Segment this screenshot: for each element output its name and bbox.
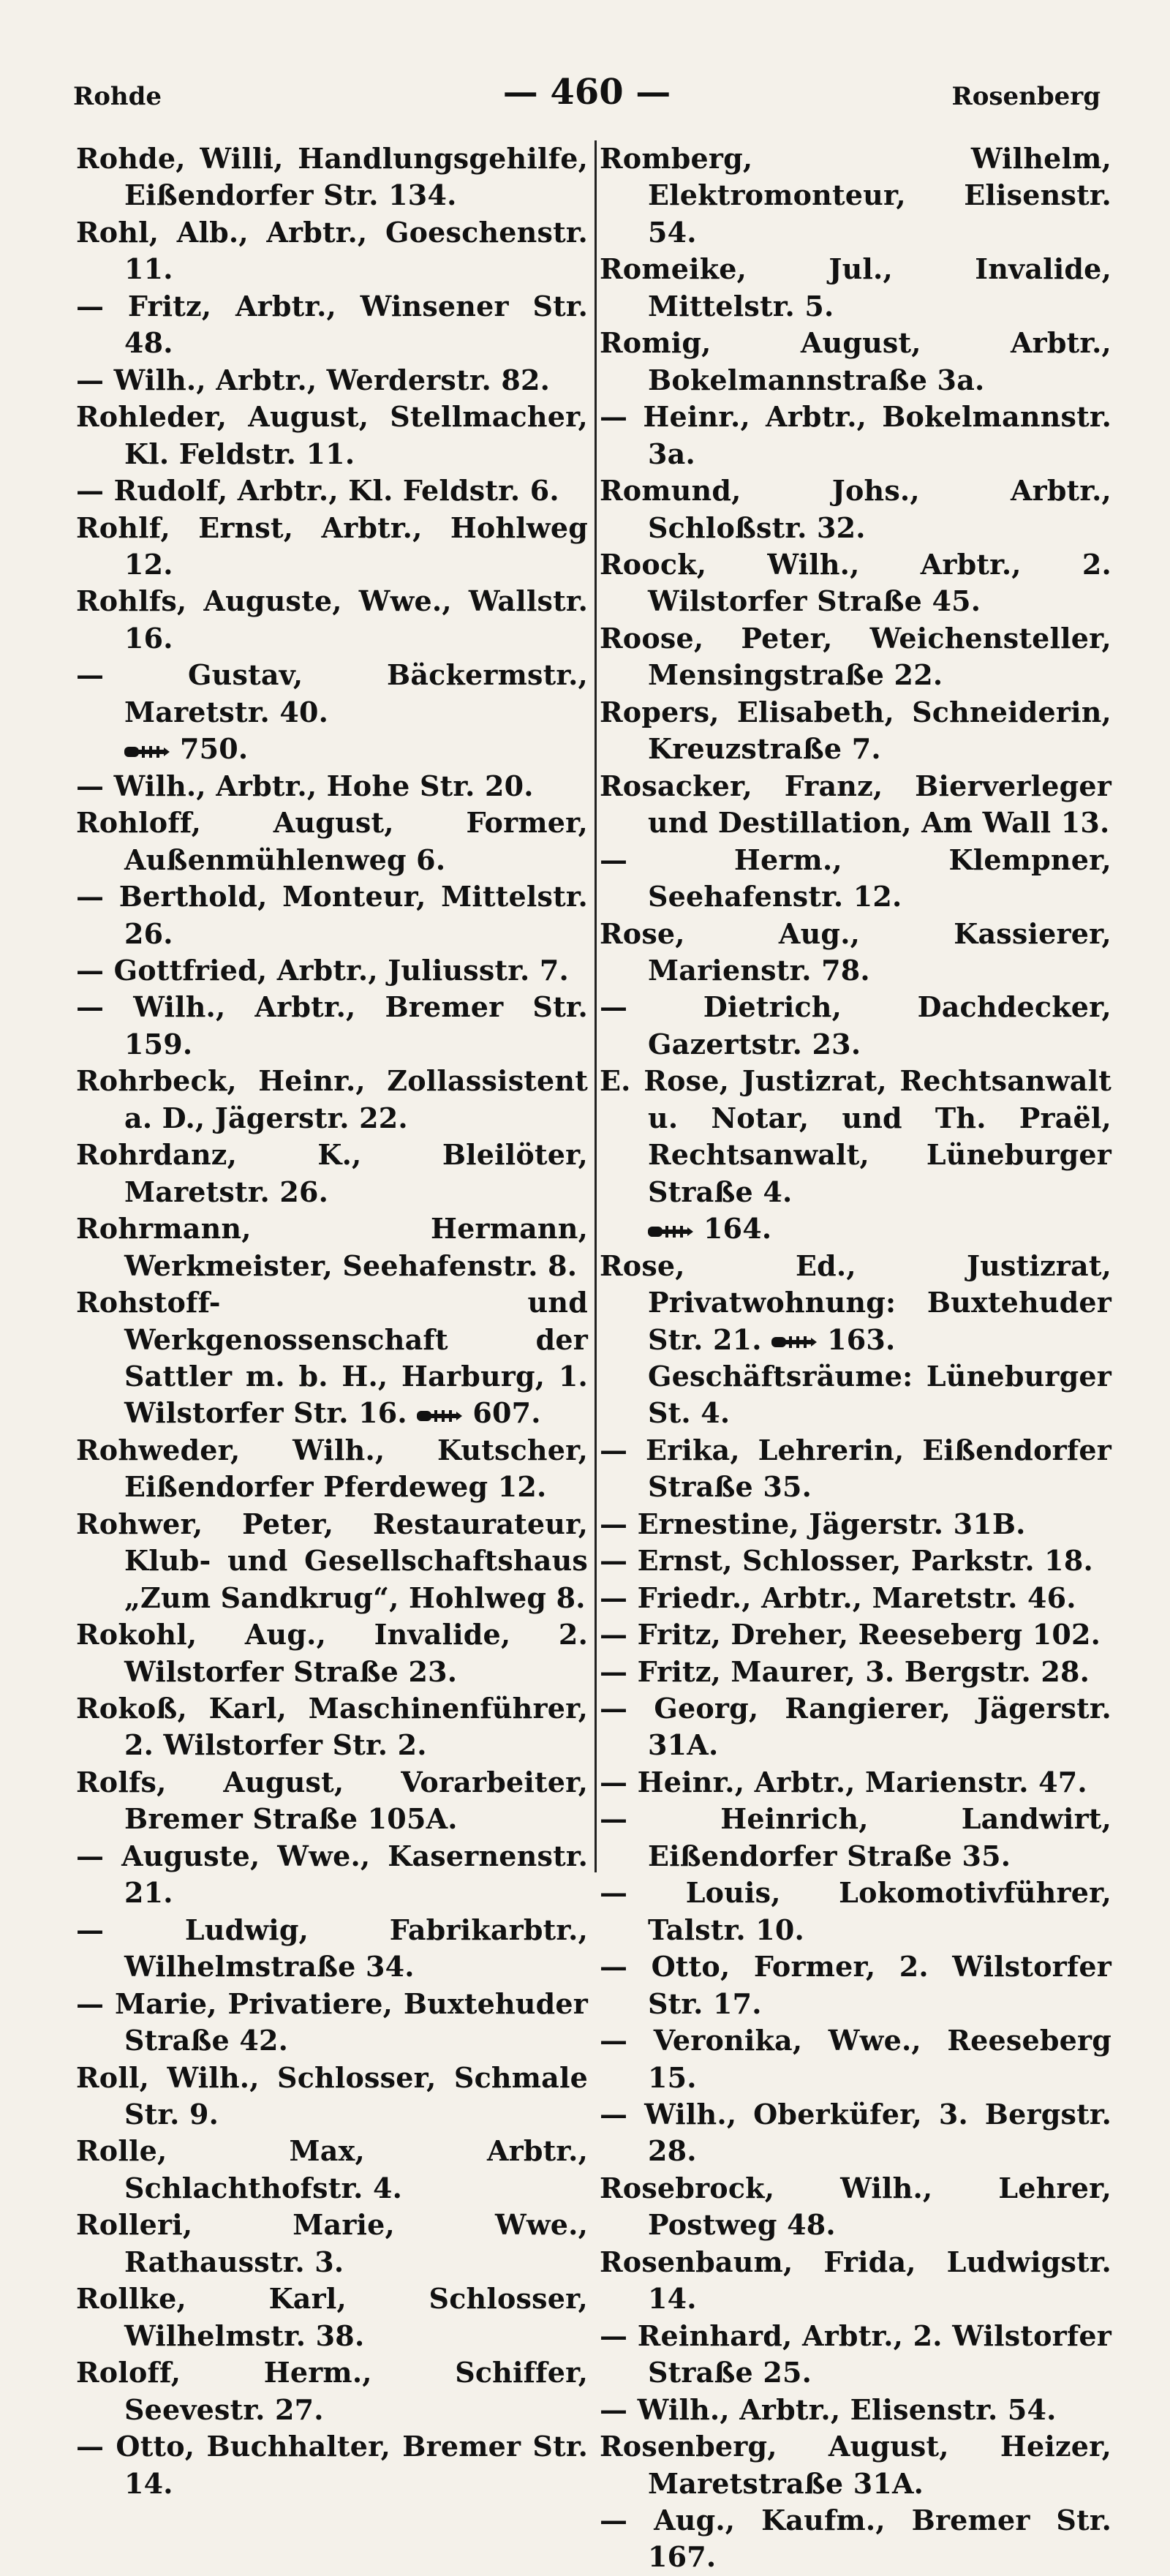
list-item: Rohwer, Peter, Restaurateur, Klub- und Gesellschaftshaus „Zum Sandkrug“, Hohlweg 8. xyxy=(76,1507,588,1614)
list-item: Rohrdanz, K., Bleilöter, Maretstr. 26. xyxy=(76,1138,588,1208)
list-item: Ropers, Elisabeth, Schneiderin, Kreuzstraße 7. xyxy=(600,695,1112,766)
list-item: — Louis, Lokomotivführer, Talstr. 10. xyxy=(600,1876,1112,1946)
list-item: — Wilh., Arbtr., Werderstr. 82. xyxy=(76,363,551,396)
header-left-keyword: Rohde xyxy=(73,82,162,111)
list-item: — Fritz, Maurer, 3. Bergstr. 28. xyxy=(600,1654,1090,1688)
list-item: Rosacker, Franz, Bierverleger und Destillation, Am Wall 13. xyxy=(600,769,1112,840)
column-divider xyxy=(595,140,597,1872)
list-item: — Heinr., Arbtr., Bokelmannstr. 3a. xyxy=(600,400,1112,470)
list-item: — Otto, Buchhalter, Bremer Str. 14. xyxy=(76,2430,588,2500)
telephone-icon xyxy=(648,1224,693,1239)
phone-line xyxy=(600,1210,1112,1247)
list-item: — Wilh., Arbtr., Bremer Str. 159. xyxy=(76,990,588,1061)
list-item: Rolleri, Marie, Wwe., Rathausstr. 3. xyxy=(76,2208,588,2278)
list-item-continuation: Geschäftsräume: Lüneburger St. 4. xyxy=(648,1359,1112,1430)
list-item: Romig, August, Arbtr., Bokelmannstraße 3a. xyxy=(600,326,1112,396)
phone-number: 750. xyxy=(180,732,249,766)
list-item: — Ludwig, Fabrikarbtr., Wilhelmstraße 34. xyxy=(76,1913,588,1984)
list-item: Rohloff, August, Former, Außenmühlenweg 6. xyxy=(76,806,588,876)
list-item: Rohrbeck, Heinr., Zollassistent a. D., Jägerstr. 22. xyxy=(76,1064,588,1134)
list-item: Rohde, Willi, Handlungsgehilfe, Eißendorfer Str. 134. xyxy=(76,142,588,212)
list-item: Romeike, Jul., Invalide, Mittelstr. 5. xyxy=(600,252,1112,323)
list-item: — Aug., Kaufm., Bremer Str. 167. xyxy=(600,2504,1112,2574)
list-item: — Wilh., Arbtr., Hohe Str. 20. xyxy=(76,769,534,802)
left-column xyxy=(76,140,588,2502)
telephone-icon xyxy=(771,1335,817,1349)
right-column xyxy=(600,140,1112,2576)
list-item: Rosenbaum, Frida, Ludwigstr. 14. xyxy=(600,2245,1112,2316)
list-item: — Berthold, Monteur, Mittelstr. 26. xyxy=(76,880,588,950)
list-item: Rosenberg, August, Heizer, Maretstraße 31A. xyxy=(600,2430,1112,2500)
list-item: Rokoß, Karl, Maschinenführer, 2. Wilstorfer Str. 2. xyxy=(76,1692,588,1762)
list-item: Rokohl, Aug., Invalide, 2. Wilstorfer Straße 23. xyxy=(76,1618,588,1688)
telephone-icon xyxy=(417,1409,462,1423)
list-item: Roll, Wilh., Schlosser, Schmale Str. 9. xyxy=(76,2060,588,2131)
list-item: — Georg, Rangierer, Jägerstr. 31A. xyxy=(600,1692,1112,1762)
list-item: Rollke, Karl, Schlosser, Wilhelmstr. 38. xyxy=(76,2282,588,2352)
list-item: — Ernst, Schlosser, Parkstr. 18. xyxy=(600,1544,1093,1578)
list-item: — Erika, Lehrerin, Eißendorfer Straße 35. xyxy=(600,1433,1112,1504)
list-item: — Wilh., Arbtr., Elisenstr. 54. xyxy=(600,2392,1057,2426)
list-item xyxy=(76,1284,588,1432)
list-item: Rohl, Alb., Arbtr., Goeschenstr. 11. xyxy=(76,215,588,286)
list-item: — Gustav, Bäckermstr., Maretstr. 40. xyxy=(76,658,588,728)
list-item: E. Rose, Justizrat, Rechtsanwalt u. Notar, und Th. Praël, Rechtsanwalt, Lüneburger Straße 4. xyxy=(600,1064,1112,1208)
list-item: Rohlfs, Auguste, Wwe., Wallstr. 16. xyxy=(76,584,588,655)
list-item: — Auguste, Wwe., Kasernenstr. 21. xyxy=(76,1839,588,1910)
list-item: — Heinrich, Landwirt, Eißendorfer Straße 35. xyxy=(600,1802,1112,1872)
phone-number: 607. xyxy=(472,1396,541,1430)
list-item: Roock, Wilh., Arbtr., 2. Wilstorfer Straße 45. xyxy=(600,547,1112,618)
phone-number: 164. xyxy=(703,1212,772,1246)
list-item: — Reinhard, Arbtr., 2. Wilstorfer Straße 25. xyxy=(600,2319,1112,2389)
list-item: — Wilh., Oberküfer, 3. Bergstr. 28. xyxy=(600,2098,1112,2168)
list-item: Romberg, Wilhelm, Elektromonteur, Elisenstr. 54. xyxy=(600,142,1112,249)
list-item: Rohleder, August, Stellmacher, Kl. Feldstr. 11. xyxy=(76,400,588,470)
list-item: — Herm., Klempner, Seehafenstr. 12. xyxy=(600,843,1112,914)
list-item: Rohrmann, Hermann, Werkmeister, Seehafenstr. 8. xyxy=(76,1212,588,1282)
list-item: — Veronika, Wwe., Reeseberg 15. xyxy=(600,2024,1112,2094)
list-item: — Gottfried, Arbtr., Juliusstr. 7. xyxy=(76,953,569,987)
entry-text: Rose, Ed., Justizrat, Privatwohnung: Buxtehuder Str. 21. xyxy=(600,1249,1112,1356)
list-item: Rolle, Max, Arbtr., Schlachthofstr. 4. xyxy=(76,2134,588,2204)
list-item: Rohweder, Wilh., Kutscher, Eißendorfer Pferdeweg 12. xyxy=(76,1433,588,1504)
phone-line xyxy=(76,731,588,767)
list-item: — Marie, Privatiere, Buxtehuder Straße 42. xyxy=(76,1986,588,2057)
list-item: Roose, Peter, Weichensteller, Mensingstraße 22. xyxy=(600,621,1112,692)
list-item: — Friedr., Arbtr., Maretstr. 46. xyxy=(600,1581,1076,1614)
list-item: Romund, Johs., Arbtr., Schloßstr. 32. xyxy=(600,474,1112,544)
list-item xyxy=(600,1248,1112,1358)
phone-number: 163. xyxy=(827,1322,896,1356)
list-item: — Heinr., Arbtr., Marienstr. 47. xyxy=(600,1765,1087,1799)
list-item: — Otto, Former, 2. Wilstorfer Str. 17. xyxy=(600,1950,1112,2020)
page-header xyxy=(73,72,1101,116)
list-item: Roloff, Herm., Schiffer, Seevestr. 27. xyxy=(76,2356,588,2426)
list-item: Rolfs, August, Vorarbeiter, Bremer Straße 105A. xyxy=(76,1765,588,1836)
list-item: Rosebrock, Wilh., Lehrer, Postweg 48. xyxy=(600,2171,1112,2242)
header-right-keyword: Rosenberg xyxy=(951,82,1101,111)
list-item: Rose, Aug., Kassierer, Marienstr. 78. xyxy=(600,916,1112,987)
list-item: — Rudolf, Arbtr., Kl. Feldstr. 6. xyxy=(76,474,559,508)
list-item: — Fritz, Dreher, Reeseberg 102. xyxy=(600,1618,1101,1652)
telephone-icon xyxy=(124,745,170,759)
list-item: — Fritz, Arbtr., Winsener Str. 48. xyxy=(76,289,588,360)
entry-text: Rohstoff- und Werkgenossenschaft der Sattler m. b. H., Harburg, 1. Wilstorfer Str. 16. xyxy=(76,1286,588,1430)
list-item: — Ernestine, Jägerstr. 31B. xyxy=(600,1507,1026,1540)
list-item: Rohlf, Ernst, Arbtr., Hohlweg 12. xyxy=(76,511,588,581)
list-item: — Dietrich, Dachdecker, Gazertstr. 23. xyxy=(600,990,1112,1061)
page-number: — 460 — xyxy=(502,72,671,113)
